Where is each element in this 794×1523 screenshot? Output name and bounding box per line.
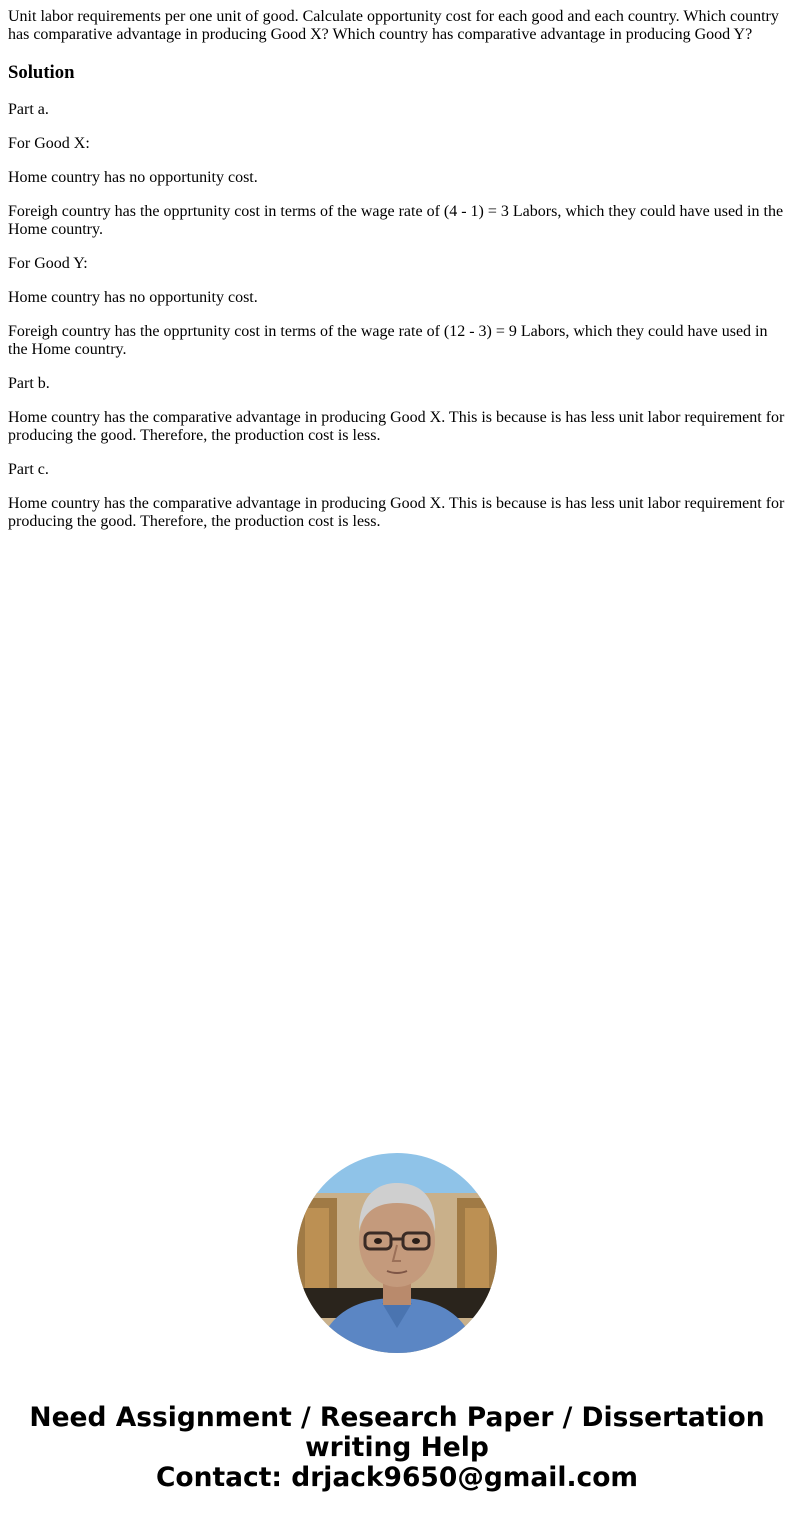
promo-contact: Contact: drjack9650@gmail.com: [155, 1462, 639, 1493]
good-y-home-text: Home country has no opportunity cost.: [8, 289, 258, 306]
part-c-answer: Home country has the comparative advantage in producing Good X. This is because is has less unit labor requirement for producing the good. Therefore, the production cost is less.: [8, 495, 785, 530]
solution-heading: Solution: [8, 62, 75, 83]
author-avatar: [297, 1153, 497, 1353]
document-body: [8, 8, 786, 547]
author-photo: [297, 1153, 497, 1353]
promo-line-2: writing Help: [305, 1432, 489, 1463]
good-y-label: For Good Y:: [8, 255, 88, 272]
part-a-label: Part a.: [8, 101, 49, 118]
part-b-label: Part b.: [8, 375, 50, 392]
question-text: Unit labor requirements per one unit of good. Calculate opportunity cost for each good and each country. Which country has comparative advantage in producing Good X? Which country has comparative advantage in producing Good Y?: [8, 8, 779, 43]
good-x-home-text: Home country has no opportunity cost.: [8, 169, 258, 186]
good-x-foreign-text: Foreigh country has the opprtunity cost in terms of the wage rate of (4 - 1) = 3 Labors, which they could have used in the Home country.: [8, 203, 784, 238]
part-c-label: Part c.: [8, 461, 49, 478]
good-y-foreign-text: Foreigh country has the opprtunity cost in terms of the wage rate of (12 - 3) = 9 Labors, which they could have used in the Home country.: [8, 323, 768, 358]
part-b-answer: Home country has the comparative advantage in producing Good X. This is because is has less unit labor requirement for producing the good. Therefore, the production cost is less.: [8, 409, 785, 444]
promo-banner: [0, 1403, 794, 1493]
good-x-label: For Good X:: [8, 135, 90, 152]
promo-line-1: Need Assignment / Research Paper / Dissertation: [29, 1402, 765, 1433]
